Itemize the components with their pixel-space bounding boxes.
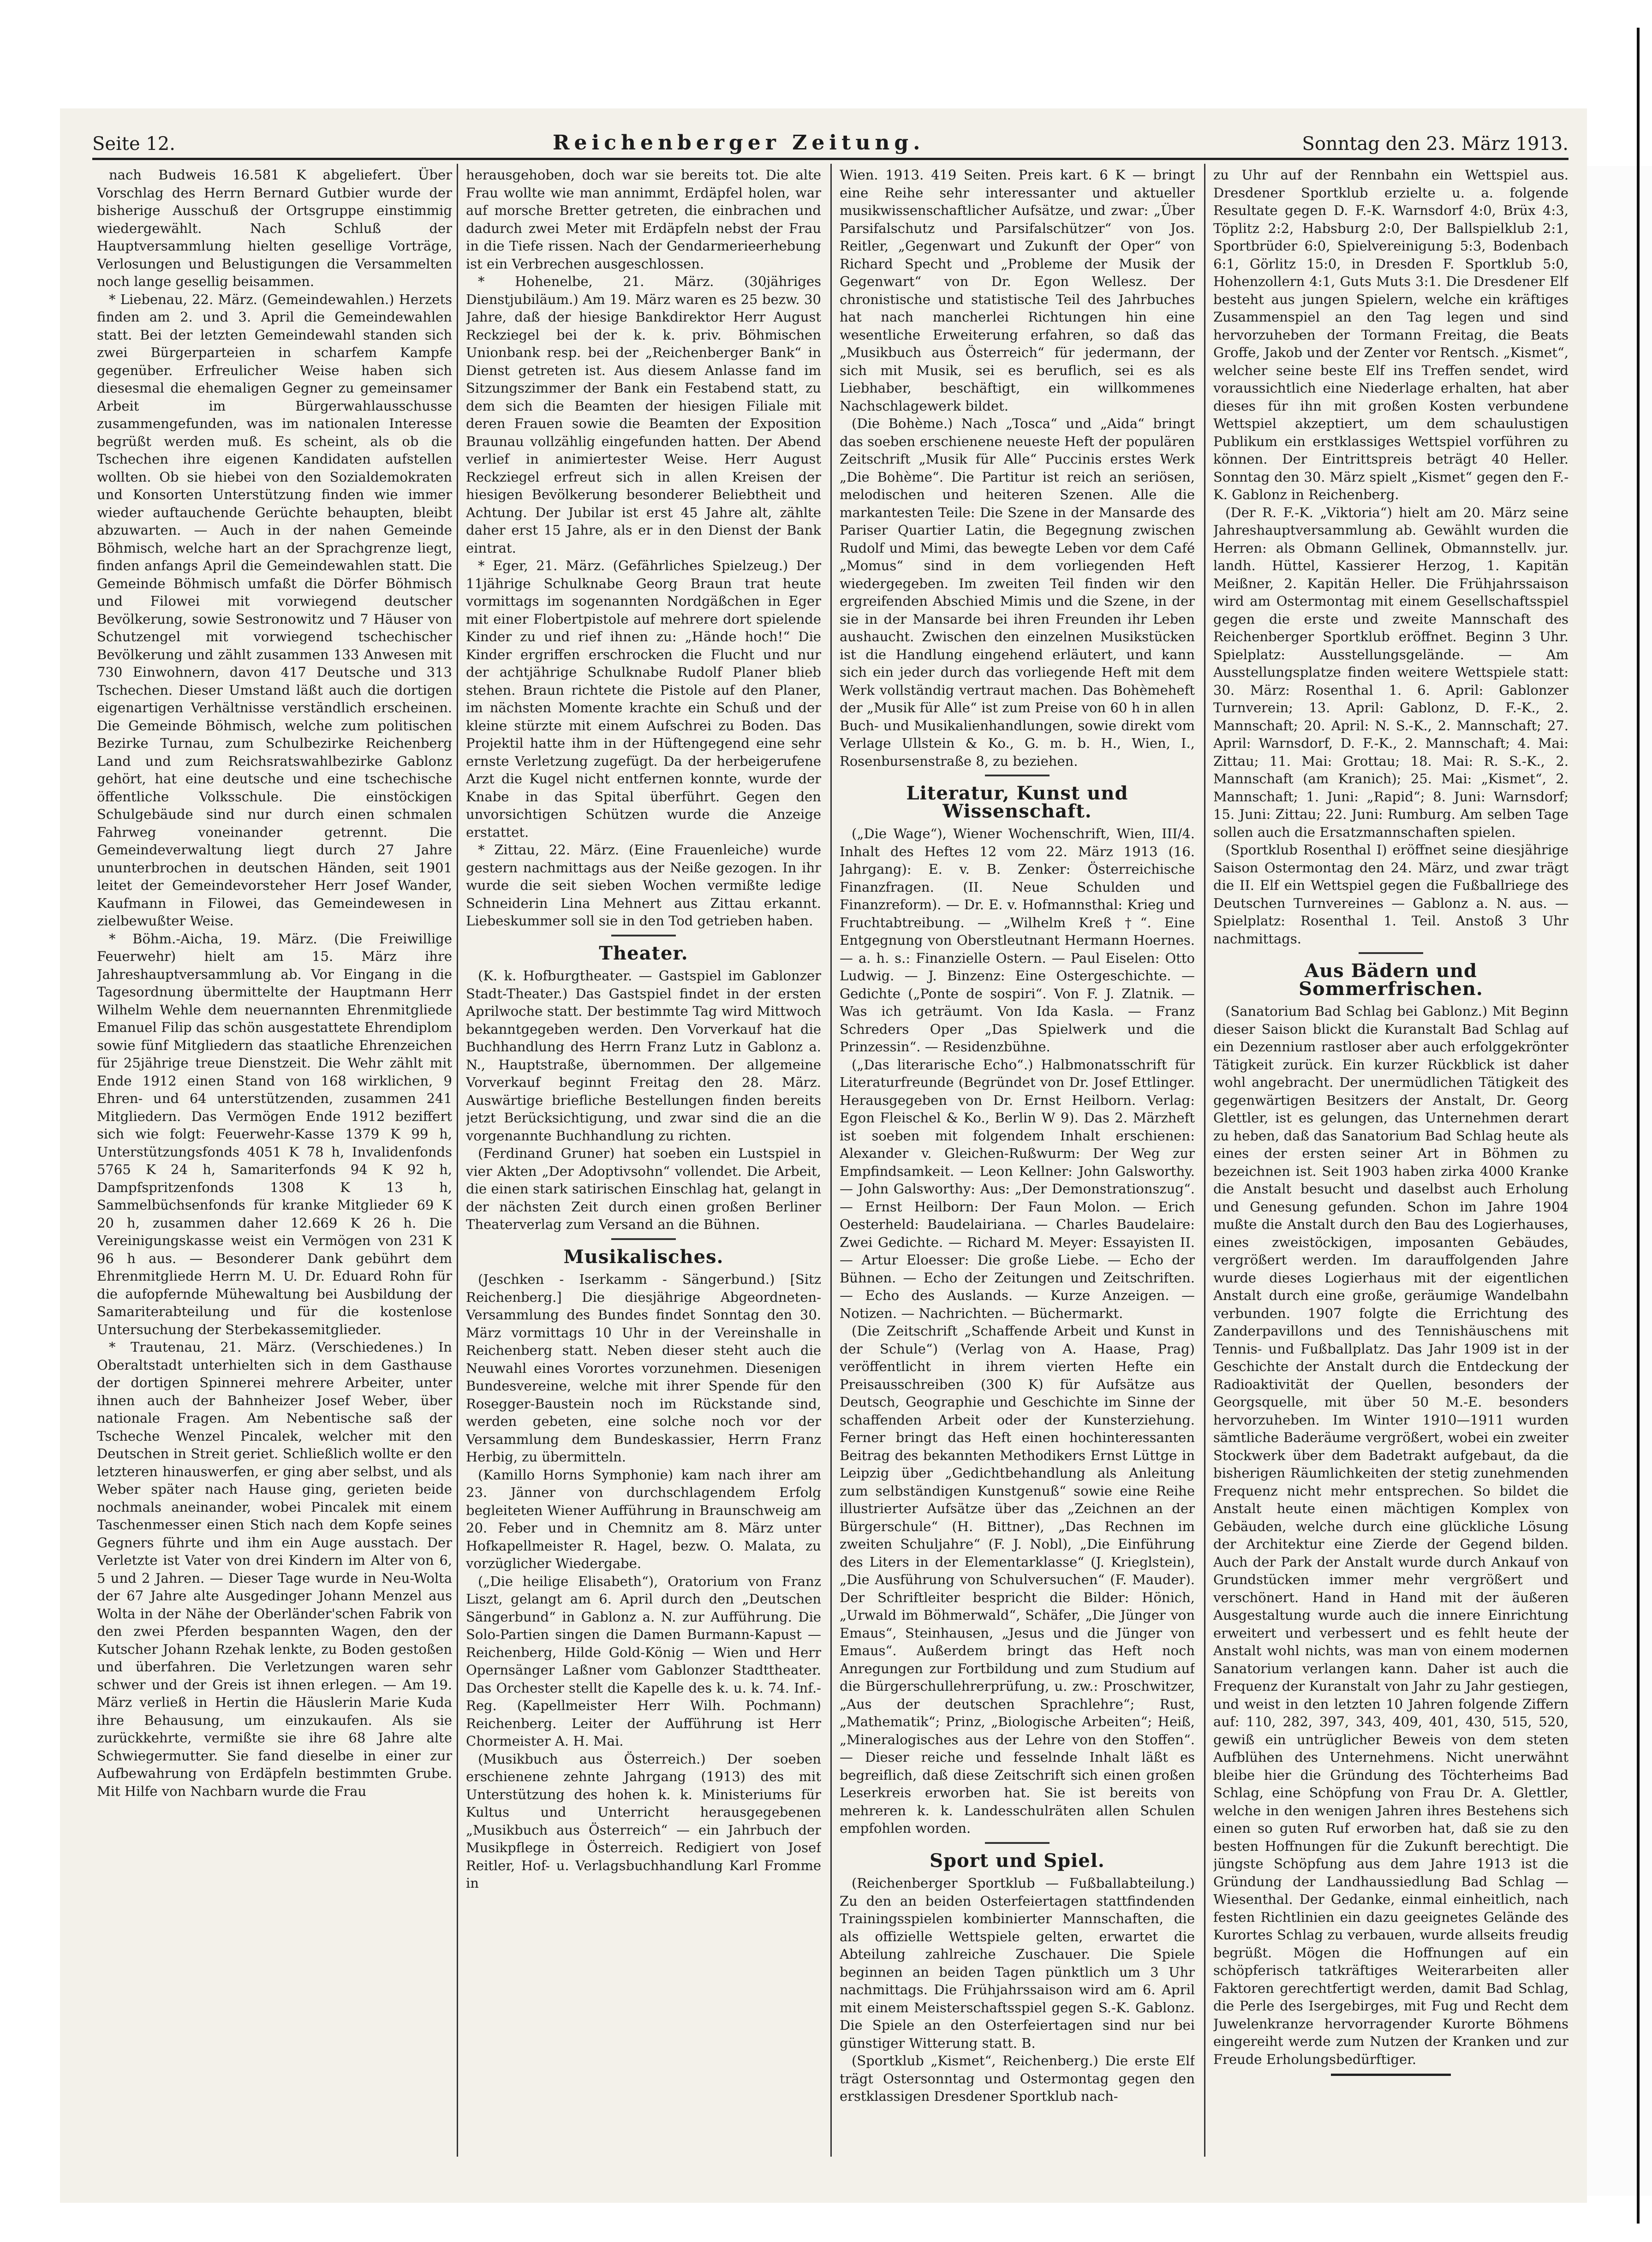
article-paragraph: (Sportklub Rosenthal I) eröffnet seine diesjährige Saison Ostermontag den 24. März, und zwar trägt die II. Elf ein Wettspiel gegen die Fußballriege des Deutschen Turnvereines — Gablonz a. N. aus. — Spielplatz: Rosenthal 1. Teil. Anstoß 3 Uhr nachmittags.	[1213, 842, 1569, 947]
article-paragraph: * Liebenau, 22. März. (Gemeindewahlen.) Herzets finden am 2. und 3. April die Gemeindewahlen statt. Bei der letzten Gemeindewahl standen sich zwei Bürgerparteien in scharfem Kampfe gegenüber. Erfreulicher Weise haben sich diesesmal die ehemaligen Gegner zu gemeinsamer Arbeit im Bürgerwahlausschusse zusammengefunden, was im nationalen Interesse begrüßt werden muß. Es scheint, als ob die Tschechen ihre eigenen Kandidaten aufstellen wollten. Ob sie hiebei von den Sozialdemokraten und Konsorten Unterstützung finden wie immer wieder auftauchende Gerüchte behaupten, bleibt abzuwarten. — Auch in der nahen Gemeinde Böhmisch, welche hart an der Sprachgrenze liegt, finden anfangs April die Gemeindewahlen statt. Die Gemeinde Böhmisch umfaßt die Dörfer Böhmisch und Filowei mit vorwiegend deutscher Bevölkerung, sowie Sestronowitz und 7 Häuser von Schutzengel mit vorwiegend tschechischer Bevölkerung und zählt zusammen 133 Anwesen mit 730 Einwohnern, davon 417 Deutsche und 313 Tschechen. Dieser Umstand läßt auch die dortigen eigenartigen Verhältnisse verständlich erscheinen. Die Gemeinde Böhmisch, welche zum politischen Bezirke Turnau, zum Schulbezirke Reichenberg Land und zum Reichsratswahlbezirke Gablonz gehört, hat eine deutsche und eine tschechische öffentliche Volksschule. Die einstöckigen Schulgebäude sind nur durch einen schmalen Fahrweg voneinander getrennt. Die Gemeindeverwaltung liegt durch 27 Jahre ununterbrochen in deutschen Händen, seit 1901 leitet der Gemeindevorsteher Herr Josef Wander, Kaufmann in Filowei, das Gemeindewesen in zielbewußter Weise.	[97, 291, 452, 929]
column-3	[840, 166, 1195, 2150]
article-paragraph: nach Budweis 16.581 K abgeliefert. Über Vorschlag des Herrn Bernard Gutbier wurde der bisherige Ausschuß der Ortsgruppe einstimmig wiedergewählt. Nach Schluß der Hauptversammlung hielten gesellige Vorträge, Verlosungen und Belustigungen die Versammelten noch lange gesellig beisammen.	[97, 167, 452, 289]
article-paragraph: * Hohenelbe, 21. März. (30jähriges Dienstjubiläum.) Am 19. März waren es 25 bezw. 30 Jahre, daß der hiesige Bankdirektor Herr August Reckziegel bei der k. k. priv. Böhmischen Unionbank resp. bei der „Reichenberger Bank“ in Dienst getreten ist. Aus diesem Anlasse fand im Sitzungszimmer der Bank ein Festabend statt, zu dem sich die Beamten der hiesigen Filiale mit deren Frauen sowie die Beamten der Exposition Braunau vollzählig eingefunden hatten. Der Abend verlief in animiertester Weise. Herr August Reckziegel erfreut sich in allen Kreisen der hiesigen Bevölkerung besonderer Beliebtheit und Achtung. Der Jubilar ist erst 45 Jahre alt, zählte daher erst 15 Jahre, als er in den Dienst der Bank eintrat.	[466, 274, 821, 556]
column-1	[97, 166, 452, 2150]
section-divider	[611, 1238, 676, 1240]
article-paragraph: * Trautenau, 21. März. (Verschiedenes.) In Oberaltstadt unterhielten sich in dem Gasthause der dortigen Spinnerei mehrere Arbeiter, unter ihnen auch der Bahnheizer Josef Weber, über nationale Fragen. Am Nebentische saß der Tscheche Wenzel Pincalek, welcher mit den Deutschen in Streit geriet. Schließlich wollte er den letzteren hinauswerfen, er ging aber selbst, und als Weber später nach Hause ging, gerieten beide nochmals aneinander, wobei Pincalek mit einem Taschenmesser einen Stich nach dem Kopfe seines Gegners führte und ihm ein Auge ausstach. Der Verletzte ist Vater von drei Kindern im Alter von 6, 5 und 2 Jahren. — Dieser Tage wurde in Neu-Wolta der 67 Jahre alte Ausgedinger Johann Menzel aus Wolta in der Nähe der Oberländer'schen Fabrik von den zwei Pferden bespannten Wagen, den der Kutscher Johann Rzehak lenkte, zu Boden gestoßen und überfahren. Die Verletzungen waren sehr schwer und der Greis ist ihnen erlegen. — Am 19. März verließ in Hertin die Häuslerin Marie Kuda ihre Behausung, um einzukaufen. Als sie zurückkehrte, vermißte sie ihre 68 Jahre alte Schwiegermutter. Sie fand dieselbe in einer zur Aufbewahrung von Erdäpfeln bestimmten Grube. Mit Hilfe von Nachbarn wurde die Frau	[97, 1339, 452, 1799]
article-paragraph: („Die heilige Elisabeth“), Oratorium von Franz Liszt, gelangt am 6. April durch den „Deutschen Sängerbund“ in Gablonz a. N. zur Aufführung. Die Solo-Partien singen die Damen Burmann-Kapust — Reichenberg, Hilde Gold-König — Wien und Herr Opernsänger Laßner vom Gablonzer Stadttheater. Das Orchester stellt die Kapelle des k. u. k. 74. Inf.-Reg. (Kapellmeister Herr Wilh. Pochmann) Reichenberg. Leiter der Aufführung ist Herr Chormeister A. H. Mai.	[466, 1573, 821, 1749]
section-divider	[985, 1842, 1050, 1844]
scan-edge	[1637, 28, 1640, 2224]
column-2	[466, 166, 821, 2150]
section-divider	[985, 775, 1050, 776]
column-rule	[1204, 164, 1205, 2157]
page-number: Seite 12.	[92, 133, 175, 155]
article-paragraph: (Sanatorium Bad Schlag bei Gablonz.) Mit Beginn dieser Saison blickt die Kuranstalt Bad Schlag auf ein Dezennium rastloser aber auch erfolggekrönter Tätigkeit zurück. Ein kurzer Rückblick ist daher wohl angebracht. Der unermüdlichen Tätigkeit des gegenwärtigen Besitzers der Anstalt, Dr. Georg Glettler, ist es gelungen, das Unternehmen derart zu heben, daß das Sanatorium Bad Schlag heute als eines der ersten seiner Art in Böhmen zu bezeichnen ist. Seit 1903 haben zirka 4000 Kranke die Anstalt besucht und daselbst auch Erholung und Genesung gefunden. Schon im Jahre 1904 mußte die Anstalt durch den Bau des Logierhauses, eines zweistöckigen, imposanten Gebäudes, vergrößert werden. Im darauffolgenden Jahre wurde dieses Logierhaus mit der eigentlichen Anstalt durch eine große, geräumige Wandelbahn verbunden. 1907 folgte die Errichtung des Zanderpavillons und des Tennishäuschens mit Tennis- und Fußballplatz. Das Jahr 1909 ist in der Geschichte der Anstalt durch die Entdeckung der Radioaktivität der Quellen, besonders der Georgsquelle, mit über 50 M.-E. besonders hervorzuheben. Im Winter 1910—1911 wurden sämtliche Baderäume vergrößert, wobei ein zweiter Stockwerk über dem Badetrakt aufgebaut, da die bisherigen Räumlichkeiten der stetig zunehmenden Frequenz nicht mehr entsprechen. So bildet die Anstalt heute einen mächtigen Komplex von Gebäuden, welche durch eine glückliche Lösung der Architektur eine Zierde der Gegend bilden. Auch der Park der Anstalt wurde durch Ankauf von Grundstücken immer mehr vergrößert und verschönert. Hand in Hand mit der äußeren Ausgestaltung wurde auch die innere Einrichtung erweitert und verbessert und es fehlt heute der Anstalt wohl nichts, was man von einem modernen Sanatorium verlangen kann. Daher ist auch die Frequenz der Kuranstalt von Jahr zu Jahr gestiegen, und weist in den letzten 10 Jahren folgende Ziffern auf: 110, 282, 397, 343, 409, 401, 430, 515, 520, gewiß ein untrüglicher Beweis von dem steten Aufblühen des Unternehmens. Nicht unerwähnt bleibe hier die Gründung des Töchterheims Bad Schlag, eine Schöpfung von Frau Dr. A. Glettler, welche in den wenigen Jahren ihres Bestehens sich einen so guten Ruf erworben hat, daß sie zu den besten Hoffnungen für die Zukunft berechtigt. Die jüngste Schöpfung aus dem Jahre 1913 ist die Gründung der Landhaussiedlung Bad Schlag — Wiesenthal. Der Gedanke, einmal einheitlich, nach festen Richtlinien ein dazu geeignetes Gelände des Kurortes Schlag zu verbauen, wurde allseits freudig begrüßt. Mögen die Hoffnungen auf ein schöpferisch tatkräftiges Weiterarbeiten aller Faktoren gerechtfertigt werden, damit Bad Schlag, die Perle des Isergebirges, mit Fug und Recht dem Juwelenkranze hervorragender Kurorte Böhmens eingereiht werde zum Nutzen der Kranken und zur Freude Erholungsbedürftiger.	[1213, 1003, 1569, 2067]
section-heading: Musikalisches.	[563, 1246, 724, 1268]
article-paragraph: herausgehoben, doch war sie bereits tot. Die alte Frau wollte wie man annimmt, Erdäpfel holen, war auf morsche Bretter getreten, die einbrachen und dadurch zwei Meter mit Erdäpfeln nebst der Frau in die Tiefe rissen. Nach der Gendarmerieerhebung ist ein Verbrechen ausgeschlossen.	[466, 167, 821, 272]
article-paragraph: * Zittau, 22. März. (Eine Frauenleiche) wurde gestern nachmittags aus der Neiße gezogen. In ihr wurde die seit sieben Wochen vermißte ledige Schneiderin Lina Mehnert aus Zittau erkannt. Liebeskummer soll sie in den Tod getrieben haben.	[466, 842, 821, 929]
column-4	[1213, 166, 1569, 2150]
article-paragraph: („Die Wage“), Wiener Wochenschrift, Wien, III/4. Inhalt des Heftes 12 vom 22. März 1913 (16. Jahrgang): E. v. B. Zenker: Österreichische Finanzfragen. (II. Neue Schulden und Finanzreform). — Dr. E. v. Hofmannsthal: Krieg und Fruchtabtreibung. — „Wilhelm Kreß †“. Eine Entgegnung von Oberstleutnant Hermann Hoernes. — a. h. s.: Finanzielle Ostern. — Paul Eiselen: Otto Ludwig. — J. Binzenz: Eine Ostergeschichte. — Gedichte („Ponte de sospiri“. Von F. J. Zlatnik. — Was ich geträumt. Von Ida Kasla. — Franz Schreders Oper „Das Spielwerk und die Prinzessin“. — Residenzbühne.	[840, 826, 1195, 1055]
article-paragraph: (Sportklub „Kismet“, Reichenberg.) Die erste Elf trägt Ostersonntag und Ostermontag gegen den erstklassigen Dresdener Sportklub nach-	[840, 2053, 1195, 2104]
section-heading: Theater.	[599, 942, 688, 964]
article-paragraph: (Kamillo Horns Symphonie) kam nach ihrer am 23. Jänner von durchschlagendem Erfolg begleiteten Wiener Aufführung in Braunschweig am 20. Feber und in Chemnitz am 8. März unter Hofkapellmeister R. Hagel, bezw. O. Malata, zu vorzüglicher Wiedergabe.	[466, 1467, 821, 1571]
section-divider	[1359, 952, 1423, 954]
page-header	[92, 122, 1569, 155]
scan-margin	[1587, 166, 1652, 2196]
article-paragraph: („Das literarische Echo“.) Halbmonatsschrift für Literaturfreunde (Begründet von Dr. Josef Ettlinger. Herausgegeben von Dr. Ernst Heilborn. Verlag: Egon Fleischel & Ko., Berlin W 9). Das 2. Märzheft ist soeben mit folgendem Inhalt erschienen: Alexander v. Gleichen-Rußwurm: Der Weg zur Empfindsamkeit. — Leon Kellner: John Galsworthy. — John Galsworthy: Aus: „Der Demonstrationszug“. — Ernst Heilborn: Der Faun Molon. — Erich Oesterheld: Baudelairiana. — Charles Baudelaire: Zwei Gedichte. — Richard M. Meyer: Essayisten II. — Artur Eloesser: Die große Liebe. — Echo der Bühnen. — Echo der Zeitungen und Zeitschriften. — Echo des Auslands. — Kurze Anzeigen. — Notizen. — Nachrichten. — Büchermarkt.	[840, 1056, 1195, 1321]
end-divider	[1331, 2074, 1451, 2076]
article-paragraph: (Die Zeitschrift „Schaffende Arbeit und Kunst in der Schule“) (Verlag von A. Haase, Prag) veröffentlicht in ihrem vierten Hefte ein Preisausschreiben (300 K) für Aufsätze aus Deutsch, Geographie und Geschichte im Sinne der schaffenden Arbeit oder der Kunsterziehung. Ferner bringt das Heft einen hochinteressanten Beitrag des bekannten Methodikers Ernst Lüttge in Leipzig über „Gedichtbehandlung als Anleitung zum selbständigen Kunstgenuß“ sowie eine Reihe illustrierter Aufsätze über das „Zeichnen an der Bürgerschule“ (H. Bittner), „Das Rechnen im zweiten Schuljahre“ (F. J. Nobl), „Die Einführung des Liters in der Elementarklasse“ (J. Krieglstein), „Die Ausführung von Schulversuchen“ (F. Mauder). Der Schriftleiter bespricht die Bilder: Hönich, „Urwald im Böhmerwald“, Schäfer, „Die Jünger von Emaus“, Steinhausen, „Jesus und die Jünger von Emaus“. Außerdem bringt das Heft noch Anregungen zur Fortbildung und zum Studium auf die Bürgerschullehrerprüfung, u. zw.: Proschwitzer, „Aus der deutschen Sprachlehre“; Rust, „Mathematik“; Prinz, „Biologische Arbeiten“; Heiß, „Mineralogisches aus der Lehre von den Stoffen“. — Dieser reiche und fesselnde Inhalt läßt es begreiflich, daß diese Zeitschrift sich einen großen Leserkreis erworben hat. Sie ist bereits von mehreren k. k. Landesschulräten allen Schulen empfohlen worden.	[840, 1323, 1195, 1836]
article-paragraph: (Die Bohème.) Nach „Tosca“ und „Aida“ bringt das soeben erschienene neueste Heft der populären Zeitschrift „Musik für Alle“ Puccinis erstes Werk „Die Bohème“. Die Partitur ist reich an seriösen, melodischen und heiteren Szenen. Alle die markantesten Teile: Die Szene in der Mansarde des Pariser Quartier Latin, die Begegnung zwischen Rudolf und Mimi, das bewegte Leben vor dem Café „Momus“ sind in dem vorliegenden Heft wiedergegeben. Im zweiten Teil finden wir den ergreifenden Abschied Mimis und die Szene, in der sie in der Mansarde bei ihren Freunden ihr Leben aushaucht. Zwischen den einzelnen Musikstücken ist die Handlung eingehend erläutert, und kann sich ein jeder durch das vorliegende Heft mit dem Werk vollständig vertraut machen. Das Bohèmeheft der „Musik für Alle“ ist zum Preise von 60 h in allen Buch- und Musikalienhandlungen, sowie direkt vom Verlage Ullstein & Ko., G. m. b. H., Wien, I., Rosenbursenstraße 8, zu beziehen.	[840, 416, 1195, 769]
article-paragraph: * Eger, 21. März. (Gefährliches Spielzeug.) Der 11jährige Schulknabe Georg Braun trat heute vormittags im sogenannten Nordgäßchen in Eger mit einer Flobertpistole auf mehrere dort spielende Kinder zu und rief ihnen zu: „Hände hoch!“ Die Kinder ergriffen erschrocken die Flucht und nur der achtjährige Schulknabe Rudolf Planer blieb stehen. Braun richtete die Pistole auf den Planer, im nächsten Momente krachte ein Schuß und der kleine stürzte mit einem Aufschrei zu Boden. Das Projektil hatte ihm in der Hüftengegend eine sehr ernste Verletzung zugefügt. Da der herbeigerufene Arzt die Kugel nicht entfernen konnte, wurde der Knabe in das Spital überführt. Gegen den unvorsichtigen Schützen wurde die Anzeige erstattet.	[466, 558, 821, 840]
header-rule	[92, 158, 1569, 160]
article-paragraph: Wien. 1913. 419 Seiten. Preis kart. 6 K — bringt eine Reihe sehr interessanter und aktueller musikwissenschaftlicher Aufsätze, und zwar: „Über Parsifalschutz und Parsifalschützer“ von Jos. Reitler, „Gegenwart und Zukunft der Oper“ von Richard Specht und „Probleme der Musik der Gegenwart“ von Dr. Egon Wellesz. Der chronistische und statistische Teil des Jahrbuches hat nach mancherlei Richtungen hin eine wesentliche Erweiterung erfahren, so daß das „Musikbuch aus Österreich“ für jedermann, der sich mit Musik, sei es beruflich, sei es als Liebhaber, beschäftigt, ein willkommenes Nachschlagewerk bildet.	[840, 167, 1195, 414]
newspaper-title: Reichenberger Zeitung.	[552, 131, 925, 155]
section-divider	[611, 935, 676, 936]
article-paragraph: (Reichenberger Sportklub — Fußballabteilung.) Zu den an beiden Osterfeiertagen stattfindenden Trainingsspielen kombinierter Mannschaften, die als offizielle Wettspiele gelten, erwartet die Abteilung zahlreiche Zuschauer. Die Spiele beginnen an beiden Tagen pünktlich um 3 Uhr nachmittags. Die Frühjahrssaison wird am 6. April mit einem Meisterschaftsspiel gegen S.-K. Gablonz. Die Spiele an den Osterfeiertagen sind nur bei günstiger Witterung statt. B.	[840, 1875, 1195, 2051]
column-rule	[457, 164, 458, 2157]
issue-date: Sonntag den 23. März 1913.	[1302, 133, 1569, 155]
article-paragraph: (Musikbuch aus Österreich.) Der soeben erschienene zehnte Jahrgang (1913) des mit Unterstützung des hohen k. k. Ministeriums für Kultus und Unterricht herausgegebenen „Musikbuch aus Österreich“ — ein Jahrbuch der Musikpflege in Österreich. Redigiert von Josef Reitler, Hof- u. Verlagsbuchhandlung Karl Fromme in	[466, 1751, 821, 1891]
article-paragraph: (Ferdinand Gruner) hat soeben ein Lustspiel in vier Akten „Der Adoptivsohn“ vollendet. Die Arbeit, die einen stark satirischen Einschlag hat, gelangt in der nächsten Zeit durch einen großen Berliner Theaterverlag zum Versand an die Bühnen.	[466, 1145, 821, 1232]
article-paragraph: zu Uhr auf der Rennbahn ein Wettspiel aus. Dresdener Sportklub erzielte u. a. folgende Resultate gegen D. F.-K. Warnsdorf 4:0, Brüx 4:3, Töplitz 2:2, Habsburg 2:0, Der Ballspielklub 2:1, Sportbrüder 6:0, Spielvereinigung 5:3, Bodenbach 6:1, Görlitz 15:0, in Dresden F. Sportklub 5:0, Hohenzollern 4:1, Guts Muts 3:1. Die Dresdener Elf besteht aus jungen Spielern, welche ein kräftiges Zusammenspiel an den Tag legen und sind hervorzuheben der Tormann Freitag, die Beats Groffe, Jakob und der Zenter vor Rentsch. „Kismet“, welcher seine beste Elf ins Treffen sendet, wird voraussichtlich eine Niederlage erhalten, hat aber dieses für ihn mit großen Kosten verbundene Wettspiel akzeptiert, um dem schaulustigen Publikum ein erstklassiges Wettspiel vorführen zu können. Der Eintrittspreis beträgt 40 Heller. Sonntag den 30. März spielt „Kismet“ gegen den F.-K. Gablonz in Reichenberg.	[1213, 167, 1569, 502]
article-paragraph: * Böhm.-Aicha, 19. März. (Die Freiwillige Feuerwehr) hielt am 15. März ihre Jahreshauptversammlung ab. Vor Eingang in die Tagesordnung übermittelte der Hauptmann Herr Wilhelm Wehle dem neuernannten Ehrenmitgliede Emanuel Filip das schön ausgestattete Ehrendiplom sowie fünf Mitgliedern das staatliche Ehrenzeichen für 25jährige treue Dienstzeit. Die Wehr zählt mit Ende 1912 einen Stand von 168 wirklichen, 9 Ehren- und 64 unterstützenden, zusammen 241 Mitgliedern. Das Vermögen Ende 1912 beziffert sich wie folgt: Feuerwehr-Kasse 1379 K 99 h, Unterstützungsfonds 4051 K 78 h, Invalidenfonds 5765 K 24 h, Samariterfonds 94 K 92 h, Dampfspritzenfonds 1308 K 13 h, Sammelbüchsenfonds für kranke Mitglieder 69 K 20 h, zusammen daher 12.669 K 26 h. Die Vereinigungskasse weist ein Vermögen von 231 K 96 h aus. — Besonderer Dank gebührt dem Ehrenmitgliede Herrn M. U. Dr. Eduard Rohn für die aufopfernde Mühewaltung bei Ausbildung der Samariterabteilung und für die kostenlose Untersuchung der Sterbekassemitglieder.	[97, 930, 452, 1337]
section-heading: Literatur, Kunst und Wissenschaft.	[906, 782, 1128, 822]
article-paragraph: (Jeschken - Iserkamm - Sängerbund.) [Sitz Reichenberg.] Die diesjährige Abgeordneten-Versammlung des Bundes findet Sonntag den 30. März vormittags 10 Uhr in der Vereinshalle in Reichenberg statt. Neben dieser steht auch die Neuwahl eines Vorortes vorzunehmen. Diesenigen Bundesvereine, welche mit ihrer Spende für den Rosegger-Baustein noch im Rückstande sind, werden gebeten, eine solche noch vor der Versammlung dem Bundeskassier, Herrn Franz Herbig, zu übermitteln.	[466, 1271, 821, 1465]
section-heading: Aus Bädern und Sommerfrischen.	[1299, 960, 1483, 1000]
article-paragraph: (Der R. F.-K. „Viktoria“) hielt am 20. März seine Jahreshauptversammlung ab. Gewählt wurden die Herren: als Obmann Gellinek, Obmannstellv. jur. landh. Hüttel, Kassierer Herzog, 1. Kapitän Meißner, 2. Kapitän Heller. Die Frühjahrssaison wird am Ostermontag mit einem Gesellschaftsspiel gegen die erste und zweite Mannschaft des Reichenberger Sportklub eröffnet. Beginn 3 Uhr. Spielplatz: Ausstellungsgelände. — Am Ausstellungsplatze finden weitere Wettspiele statt: 30. März: Rosenthal 1. 6. April: Gablonzer Turnverein; 13. April: Gablonz, D. F.-K., 2. Mannschaft; 20. April: N. S.-K., 2. Mannschaft; 27. April: Warnsdorf, D. F.-K., 2. Mannschaft; 4. Mai: Zittau; 11. Mai: Grottau; 18. Mai: R. S.-K., 2. Mannschaft (am Kranich); 25. Mai: „Kismet“, 2. Mannschaft; 1. Juni: „Rapid“; 8. Juni: Warnsdorf; 15. Juni: Zittau; 22. Juni: Rumburg. Am selben Tage sollen auch die Ersatzmannschaften spielen.	[1213, 504, 1569, 840]
article-paragraph: (K. k. Hofburgtheater. — Gastspiel im Gablonzer Stadt-Theater.) Das Gastspiel findet in der ersten Aprilwoche statt. Der bestimmte Tag wird Mittwoch bekanntgegeben werden. Den Vorverkauf hat die Buchhandlung des Herrn Franz Lutz in Gablonz a. N., Hauptstraße, übernommen. Der allgemeine Vorverkauf beginnt Freitag den 28. März. Auswärtige briefliche Bestellungen finden bereits jetzt Berücksichtigung, und zwar sind die an die vorgenannte Buchhandlung zu richten.	[466, 968, 821, 1144]
column-rule	[830, 164, 832, 2157]
section-heading: Sport und Spiel.	[930, 1849, 1105, 1872]
